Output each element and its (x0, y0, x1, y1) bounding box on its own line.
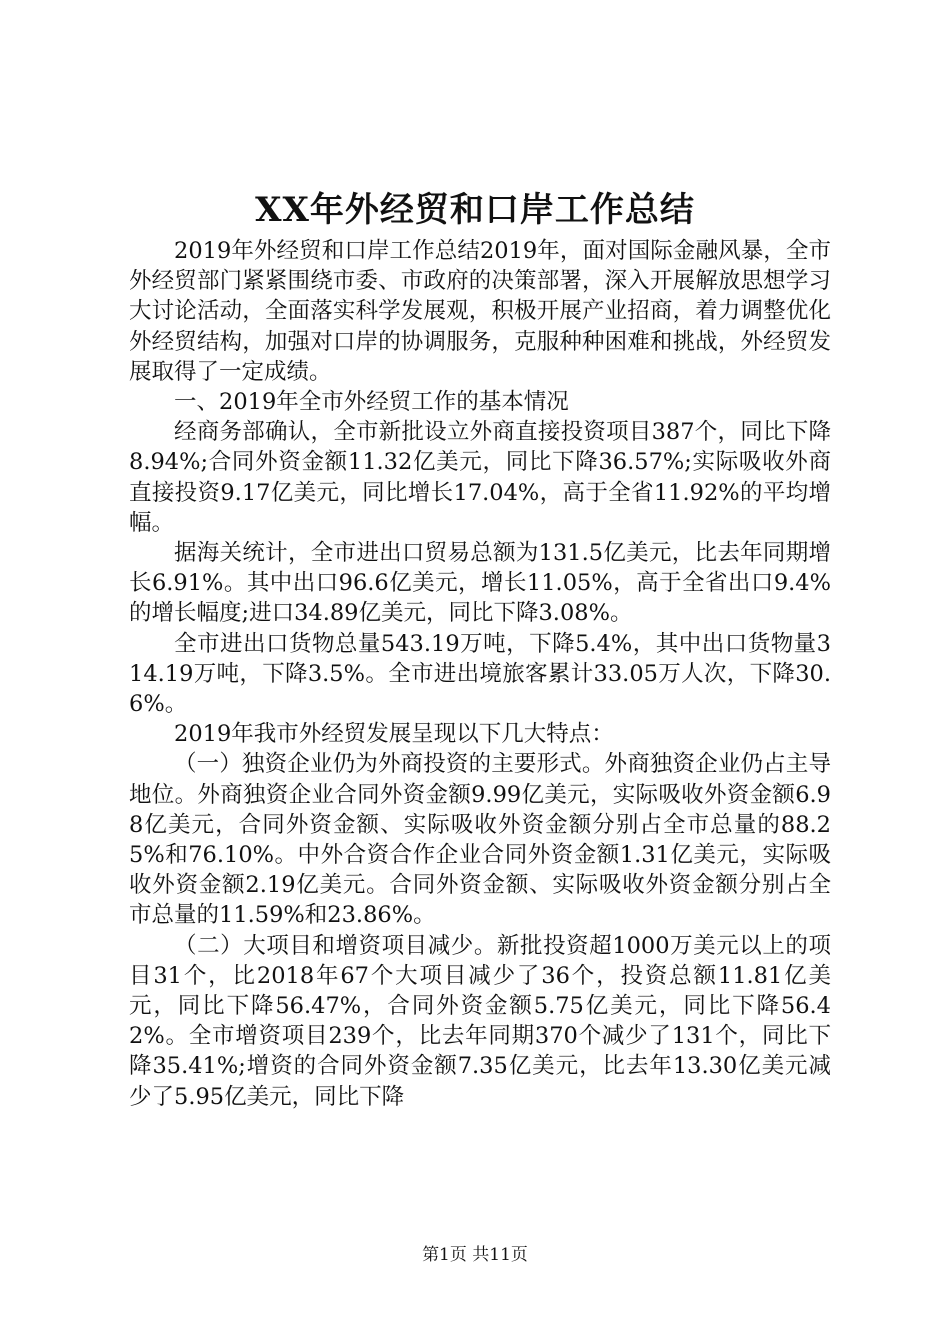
document-title: XX年外经贸和口岸工作总结 (255, 190, 695, 230)
section-heading: 一、2019年全市外经贸工作的基本情况 (174, 389, 569, 416)
feature-two-paragraph: （二）大项目和增资项目减少。新批投资超1000万美元以上的项目31个，比2018年67个大项目减少了36个，投资总额11.81亿美元，同比下降56.47%，合同外资金额5.75亿美元，同比下降56.42%。全市增资项目239个，比去年同期370个减少了131个，同比下降35.41%;增资的合同外资金额7.35亿美元，比去年13.30亿美元减少了5.95亿美元，同比下降 (129, 932, 831, 1110)
investment-paragraph: 经商务部确认，全市新批设立外商直接投资项目387个，同比下降8.94%;合同外资金额11.32亿美元，同比下降36.57%;实际吸收外商直接投资9.17亿美元，同比增长17.04%，高于全省11.92%的平均增幅。 (129, 419, 831, 536)
feature-one-paragraph: （一）独资企业仍为外商投资的主要形式。外商独资企业仍占主导地位。外商独资企业合同外资金额9.99亿美元，实际吸收外资金额6.98亿美元，合同外资金额、实际吸收外资金额分别占全市总量的88.25%和76.10%。中外合资合作企业合同外资金额1.31亿美元，实际吸收外资金额2.19亿美元。合同外资金额、实际吸收外资金额分别占全市总量的11.59%和23.86%。 (129, 751, 831, 929)
document-body (129, 236, 831, 1112)
intro-paragraph: 2019年外经贸和口岸工作总结2019年，面对国际金融风暴，全市外经贸部门紧紧围绕市委、市政府的决策部署，深入开展解放思想学习大讨论活动，全面落实科学发展观，积极开展产业招商，着力调整优化外经贸结构，加强对口岸的协调服务，克服种种困难和挑战，外经贸发展取得了一定成绩。 (129, 238, 831, 385)
features-intro-paragraph: 2019年我市外经贸发展呈现以下几大特点： (174, 721, 614, 748)
trade-paragraph: 据海关统计，全市进出口贸易总额为131.5亿美元，比去年同期增长6.91%。其中出口96.6亿美元，增长11.05%，高于全省出口9.4%的增长幅度;进口34.89亿美元，同比下降3.08%。 (129, 540, 831, 627)
cargo-paragraph: 全市进出口货物总量543.19万吨，下降5.4%，其中出口货物量314.19万吨，下降3.5%。全市进出境旅客累计33.05万人次，下降30.6%。 (129, 630, 831, 718)
page-number-footer: 第1页 共11页 (422, 1245, 528, 1265)
